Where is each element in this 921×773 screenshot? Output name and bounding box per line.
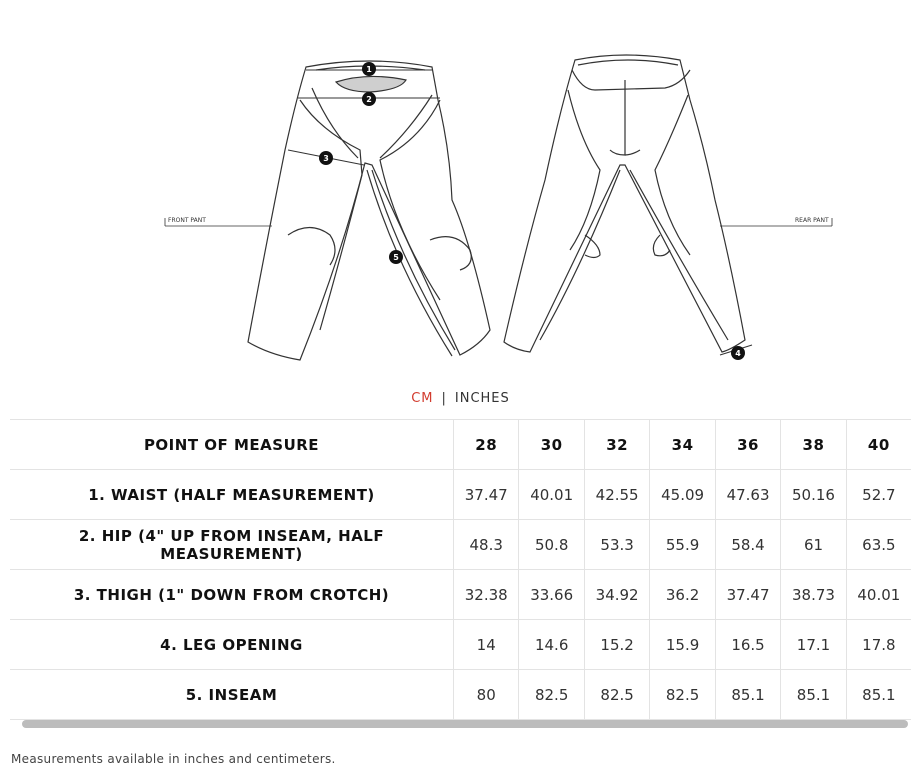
- cell-value: 17.1: [781, 620, 846, 670]
- cell-value: 15.2: [584, 620, 649, 670]
- rear-pant-label: REAR PANT: [795, 217, 829, 224]
- cell-value: 82.5: [584, 670, 649, 720]
- header-size-40: 40: [846, 420, 911, 470]
- cell-value: 50.16: [781, 470, 846, 520]
- cell-value: 16.5: [715, 620, 780, 670]
- unit-toggle: [0, 391, 921, 406]
- row-label: 1. WAIST (HALF MEASUREMENT): [10, 470, 454, 520]
- table-row: [10, 570, 911, 620]
- cell-value: 42.55: [584, 470, 649, 520]
- cell-value: 47.63: [715, 470, 780, 520]
- cell-value: 45.09: [650, 470, 715, 520]
- cell-value: 50.8: [519, 520, 584, 570]
- cell-value: 63.5: [846, 520, 911, 570]
- cell-value: 52.7: [846, 470, 911, 520]
- cell-value: 37.47: [454, 470, 519, 520]
- header-size-28: 28: [454, 420, 519, 470]
- svg-text:2: 2: [366, 95, 372, 104]
- cell-value: 53.3: [584, 520, 649, 570]
- header-size-38: 38: [781, 420, 846, 470]
- header-size-36: 36: [715, 420, 780, 470]
- marker-2: [362, 92, 376, 106]
- table-row: [10, 670, 911, 720]
- table-row: [10, 620, 911, 670]
- row-label: 4. LEG OPENING: [10, 620, 454, 670]
- cell-value: 85.1: [846, 670, 911, 720]
- unit-inches-button[interactable]: INCHES: [454, 391, 510, 406]
- cell-value: 40.01: [846, 570, 911, 620]
- header-point-of-measure: POINT OF MEASURE: [10, 420, 454, 470]
- cell-value: 80: [454, 670, 519, 720]
- marker-5: [389, 250, 403, 264]
- cell-value: 55.9: [650, 520, 715, 570]
- table-row: [10, 470, 911, 520]
- cell-value: 85.1: [715, 670, 780, 720]
- cell-value: 15.9: [650, 620, 715, 670]
- cell-value: 61: [781, 520, 846, 570]
- svg-text:5: 5: [393, 253, 399, 262]
- header-size-34: 34: [650, 420, 715, 470]
- row-label: 3. THIGH (1" DOWN FROM CROTCH): [10, 570, 454, 620]
- cell-value: 36.2: [650, 570, 715, 620]
- cell-value: 38.73: [781, 570, 846, 620]
- cell-value: 34.92: [584, 570, 649, 620]
- pant-diagram: [0, 0, 921, 380]
- cell-value: 85.1: [781, 670, 846, 720]
- cell-value: 33.66: [519, 570, 584, 620]
- cell-value: 48.3: [454, 520, 519, 570]
- horizontal-scrollbar[interactable]: [22, 720, 908, 728]
- measurements-note: Measurements available in inches and centimeters.: [11, 752, 336, 766]
- cell-value: 82.5: [519, 670, 584, 720]
- cell-value: 14: [454, 620, 519, 670]
- cell-value: 40.01: [519, 470, 584, 520]
- cell-value: 32.38: [454, 570, 519, 620]
- cell-value: 58.4: [715, 520, 780, 570]
- row-label: 2. HIP (4" UP FROM INSEAM, HALF MEASUREMENT): [10, 520, 454, 570]
- svg-text:4: 4: [735, 349, 741, 358]
- svg-text:3: 3: [323, 154, 329, 163]
- unit-separator: |: [441, 391, 447, 406]
- front-pant-label: FRONT PANT: [168, 217, 206, 224]
- cell-value: 82.5: [650, 670, 715, 720]
- header-size-32: 32: [584, 420, 649, 470]
- unit-cm-button[interactable]: CM: [411, 391, 434, 406]
- marker-4: [731, 346, 745, 360]
- size-chart-table: [10, 419, 911, 720]
- cell-value: 17.8: [846, 620, 911, 670]
- svg-text:1: 1: [366, 65, 372, 74]
- marker-3: [319, 151, 333, 165]
- marker-1: [362, 62, 376, 76]
- cell-value: 37.47: [715, 570, 780, 620]
- rear-pant-drawing: [504, 55, 752, 355]
- table-header-row: [10, 420, 911, 470]
- header-size-30: 30: [519, 420, 584, 470]
- row-label: 5. INSEAM: [10, 670, 454, 720]
- cell-value: 14.6: [519, 620, 584, 670]
- table-row: [10, 520, 911, 570]
